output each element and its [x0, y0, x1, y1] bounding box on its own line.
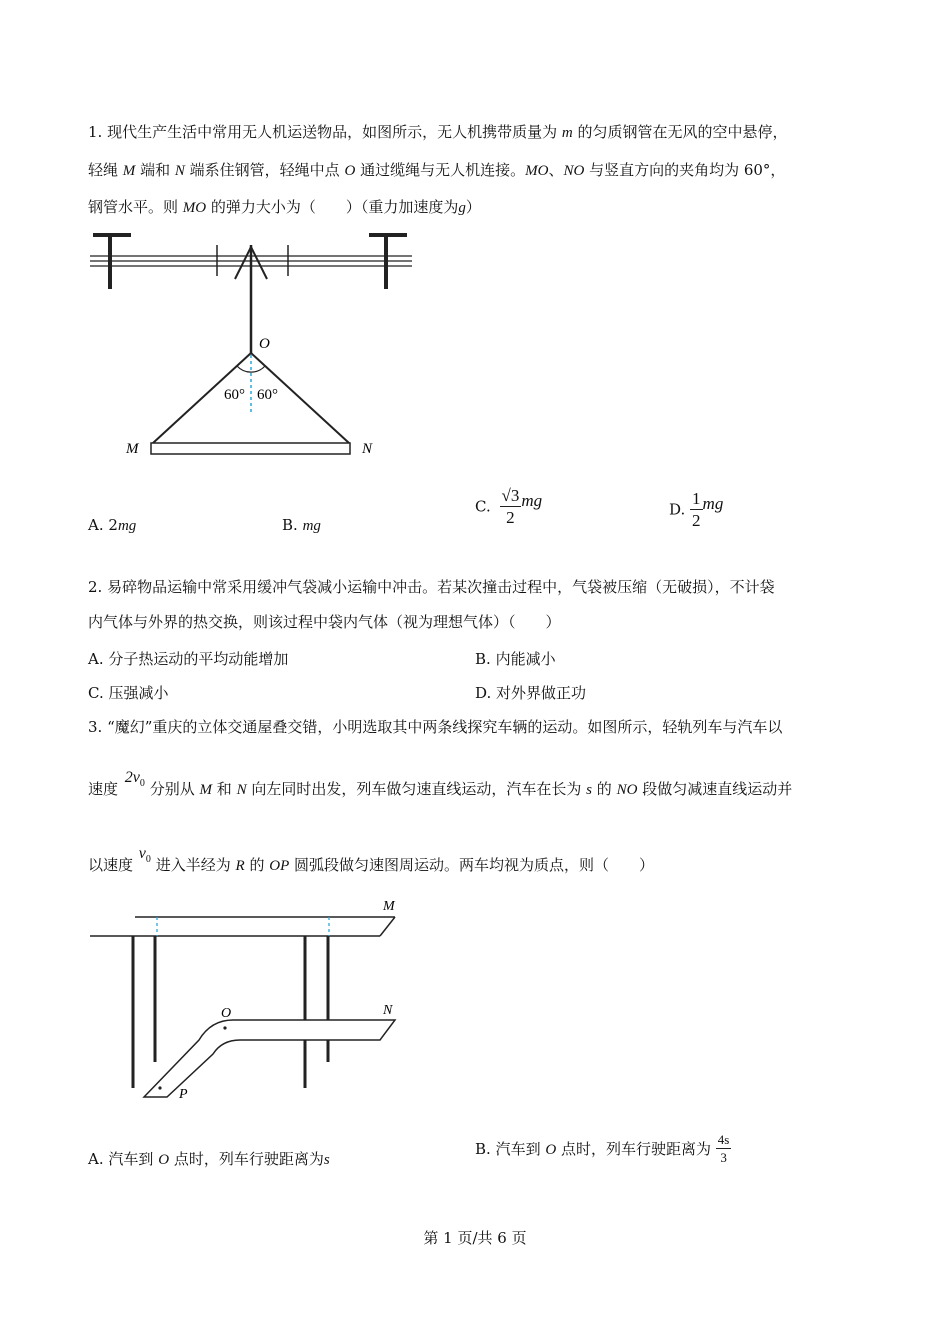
- q1-stem-line1: 1. 现代生产生活中常用无人机运送物品，如图所示，无人机携带质量为 m 的匀质钢管在无风的空中悬停，: [88, 123, 788, 141]
- angle-right: 60°: [257, 387, 278, 403]
- page-footer: 第 1 页/共 6 页: [423, 1229, 527, 1247]
- q1-option-d[interactable]: D. $\frac{1}{2}$ mg: [669, 489, 724, 530]
- steel-pipe: [151, 443, 350, 454]
- point-P: [158, 1086, 161, 1089]
- label-O: O: [259, 336, 270, 352]
- q3-traffic-figure: [85, 892, 405, 1107]
- q3-stem-line3: 以速度 $v_0$ 进入半经为 R 的 OP 圆弧段做匀速图周运动。两车均视为质点，则（ ）: [88, 845, 655, 874]
- q2-stem-line2: 内气体与外界的热交换，则该过程中袋内气体（视为理想气体）（ ）: [88, 613, 561, 631]
- q3-option-a[interactable]: A. 汽车到 O 点时，列车行驶距离为s: [88, 1150, 330, 1168]
- label-N: N: [383, 1003, 393, 1018]
- dashed-lines: [157, 917, 329, 936]
- q1-drone-figure: [85, 225, 425, 465]
- q1-option-c[interactable]: C. $\frac{√3}{2}$ mg: [475, 486, 543, 527]
- q1-option-b[interactable]: B. mg: [282, 516, 321, 534]
- q1-stem-line3: 钢管水平。则 MO 的弹力大小为（ ）（重力加速度为g）: [88, 198, 481, 216]
- label-O: O: [221, 1006, 232, 1021]
- label-P: P: [179, 1087, 188, 1102]
- label-N: N: [362, 441, 373, 457]
- drone-icon: [90, 235, 412, 353]
- q2-stem-line1: 2. 易碎物品运输中常采用缓冲气袋减小运输中冲击。若某次撞击过程中，气袋被压缩（无破损），不计袋: [88, 578, 775, 596]
- q2-option-c[interactable]: C. 压强减小: [88, 684, 169, 702]
- q2-option-a[interactable]: A. 分子热运动的平均动能增加: [88, 650, 289, 668]
- q2-option-d[interactable]: D. 对外界做正功: [475, 684, 587, 702]
- q2-option-b[interactable]: B. 内能减小: [475, 650, 556, 668]
- q3-option-b[interactable]: B. 汽车到 O 点时，列车行驶距离为 $\frac{4s}{3}$: [475, 1132, 730, 1165]
- q3-stem-line1: 3. “魔幻”重庆的立体交通屋叠交错，小明选取其中两条线探究车辆的运动。如图所示，轻轨列车与汽车以: [88, 718, 783, 736]
- q3-stem-line2: 速度 $2v_0$ 分别从 M 和 N 向左同时出发，列车做匀速直线运动，汽车在长为 s 的 NO 段做匀减速直线运动并: [88, 769, 793, 798]
- rail-track-M: [90, 917, 395, 936]
- q1-stem-line2: 轻绳 M 端和 N 端系住钢管，轻绳中点 O 通过缆绳与无人机连接。MO、NO 与竖直方向的夹角均为 60°，: [88, 161, 786, 179]
- q1-option-a[interactable]: A. 2mg: [88, 516, 137, 534]
- label-M: M: [126, 441, 139, 457]
- point-O: [223, 1026, 226, 1029]
- angle-left: 60°: [224, 387, 245, 403]
- label-M: M: [383, 899, 395, 914]
- road-track-N: [144, 1020, 395, 1097]
